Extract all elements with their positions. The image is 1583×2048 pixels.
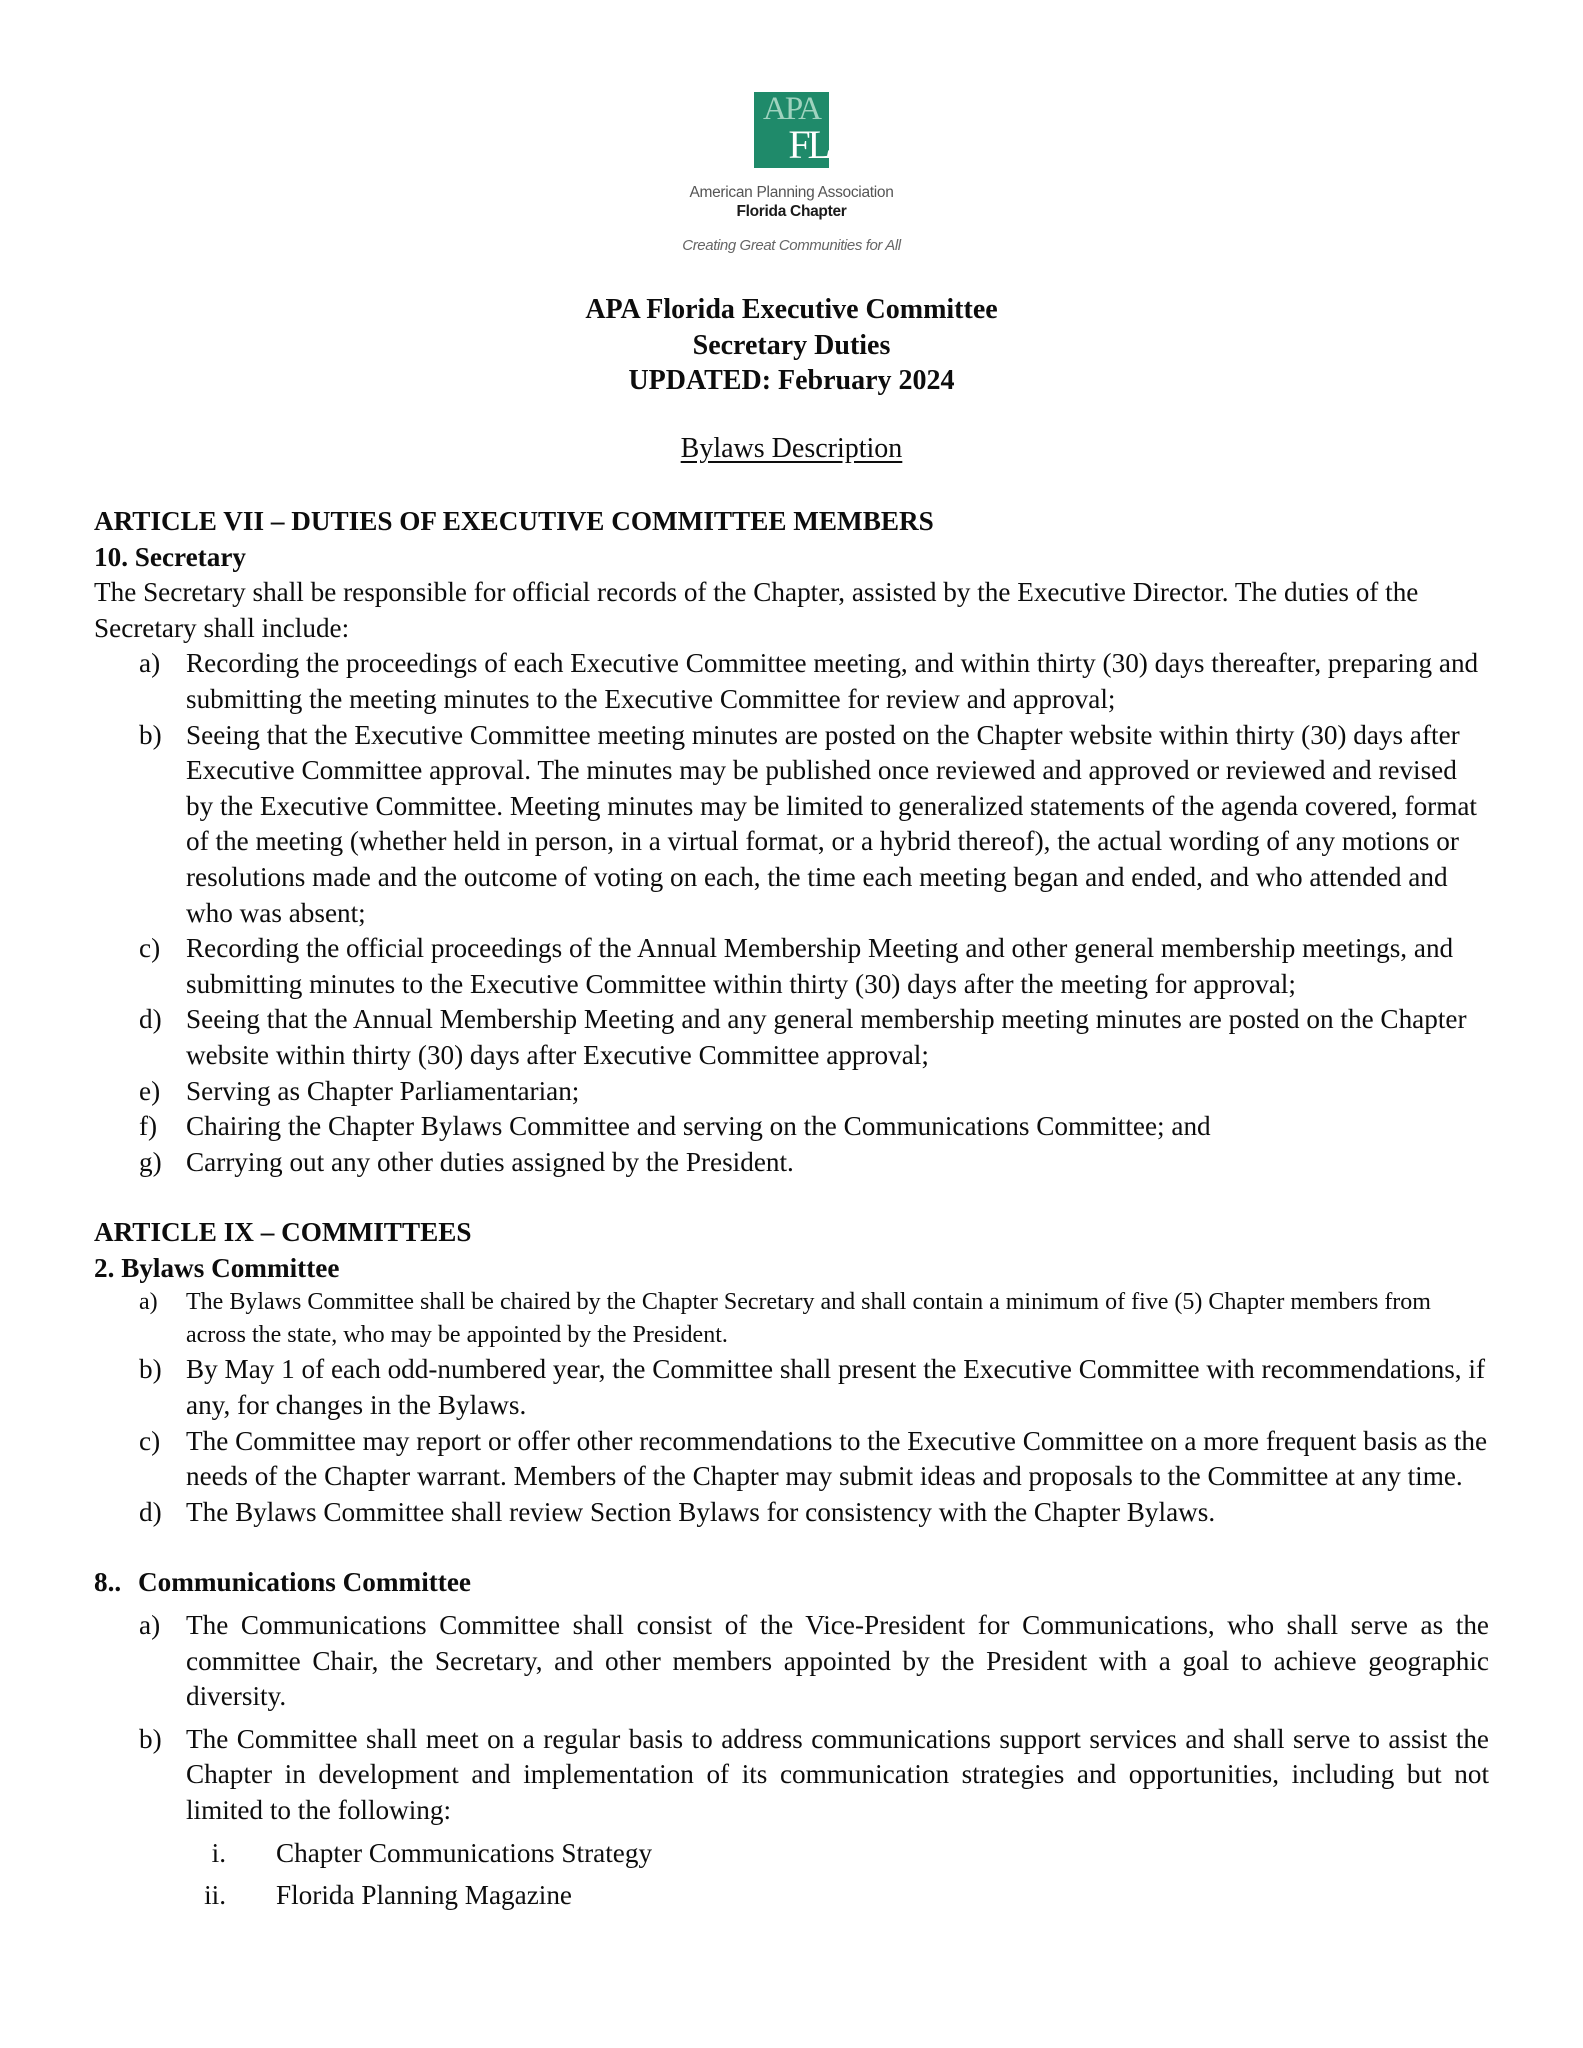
title-line-1: APA Florida Executive Committee [585, 294, 998, 325]
bylaws-description-heading: Bylaws Description [680, 433, 903, 464]
list-item: b) Seeing that the Executive Committee meeting minutes are posted on the Chapter website within thirty (30) days after Executive Committee approval. The minutes may be published once reviewed and approved or reviewed and revised by the Executive Committee. Meeting minutes may be limited to generalized statements of the agenda covered, format of the meeting (whether held in person, in a virtual format, or a hybrid thereof), the actual wording of any motions or resolutions made and the outcome of voting on each, the time each meeting began and ended, and who attended and who was absent; [139, 719, 1477, 928]
logo-mark [754, 92, 829, 168]
logo-mark-fl: FL [788, 122, 829, 167]
list-item: c) Recording the official proceedings of the Annual Membership Meeting and other general membership meetings, and submitting minutes to the Executive Committee within thirty (30) days after the meeting for approval; [139, 933, 1454, 999]
document-body [94, 504, 1489, 1914]
article-9-heading: ARTICLE IX – COMMITTEES [94, 1217, 472, 1248]
logo-org-name: American Planning Association [689, 184, 894, 201]
list-item: a) The Bylaws Committee shall be chaired by the Chapter Secretary and shall contain a minimum of five (5) Chapter members from across the state, who may be appointed by the President. [139, 1289, 1431, 1349]
list-item: e) Serving as Chapter Parliamentarian; [139, 1075, 580, 1106]
list-item: d) Seeing that the Annual Membership Meeting and any general membership meeting minutes are posted on the Chapter website within thirty (30) days after Executive Committee approval; [139, 1004, 1467, 1070]
list-item: d) The Bylaws Committee shall review Section Bylaws for consistency with the Chapter Bylaws. [139, 1496, 1216, 1527]
section-8-heading: 8.. Communications Committee [94, 1567, 471, 1598]
logo-tagline: Creating Great Communities for All [682, 237, 901, 254]
title-line-2: Secretary Duties [692, 329, 891, 361]
apa-florida-logo [0, 92, 1583, 254]
list-item: b) The Committee shall meet on a regular basis to address communications support services and shall serve to assist the Chapter in development and implementation of its communication strategies and opportunities, including but not limited to the following: i. Chapter Communications Strategy ii. Florida Planning Magazine [94, 1722, 1489, 1914]
list-item: g) Carrying out any other duties assigned by the President. [139, 1146, 794, 1177]
communications-committee-list [94, 1608, 1489, 1914]
bylaws-committee-list [94, 1286, 1489, 1530]
document-title [0, 292, 1583, 399]
list-item: f) Chairing the Chapter Bylaws Committee and serving on the Communications Committee; and [139, 1111, 1211, 1142]
section-8 [94, 1565, 1489, 1913]
sublist-item: i. Chapter Communications Strategy [211, 1837, 653, 1868]
communications-sublist [94, 1836, 1489, 1914]
logo-chapter-name: Florida Chapter [736, 203, 847, 220]
article-7-heading: ARTICLE VII – DUTIES OF EXECUTIVE COMMITTEE MEMBERS [94, 506, 934, 536]
secretary-intro: The Secretary shall be responsible for official records of the Chapter, assisted by the Executive Director. The duties of the Secretary shall include: [94, 577, 1419, 643]
list-item: b) By May 1 of each odd-numbered year, the Committee shall present the Executive Committee with recommendations, if any, for changes in the Bylaws. [139, 1354, 1486, 1421]
list-item: a) Recording the proceedings of each Executive Committee meeting, and within thirty (30) days thereafter, preparing and submitting the meeting minutes to the Executive Committee for review and approval; [139, 648, 1479, 714]
list-item: c) The Committee may report or offer other recommendations to the Executive Committee on a more frequent basis as the needs of the Chapter warrant. Members of the Chapter may submit ideas and proposals to the Committee at any time. [139, 1425, 1488, 1492]
section-2-heading: 2. Bylaws Committee [94, 1252, 340, 1283]
title-line-3: UPDATED: February 2024 [628, 365, 955, 396]
section-10-heading: 10. Secretary [94, 541, 246, 572]
logo-mark-apa: APA [763, 92, 820, 127]
sublist-item: ii. Florida Planning Magazine [204, 1880, 572, 1911]
list-item: a) The Communications Committee shall consist of the Vice-President for Communications, who shall serve as the committee Chair, the Secretary, and other members appointed by the President with a goal to achieve geographic diversity. [139, 1610, 1489, 1712]
secretary-duties-list [94, 646, 1489, 1180]
